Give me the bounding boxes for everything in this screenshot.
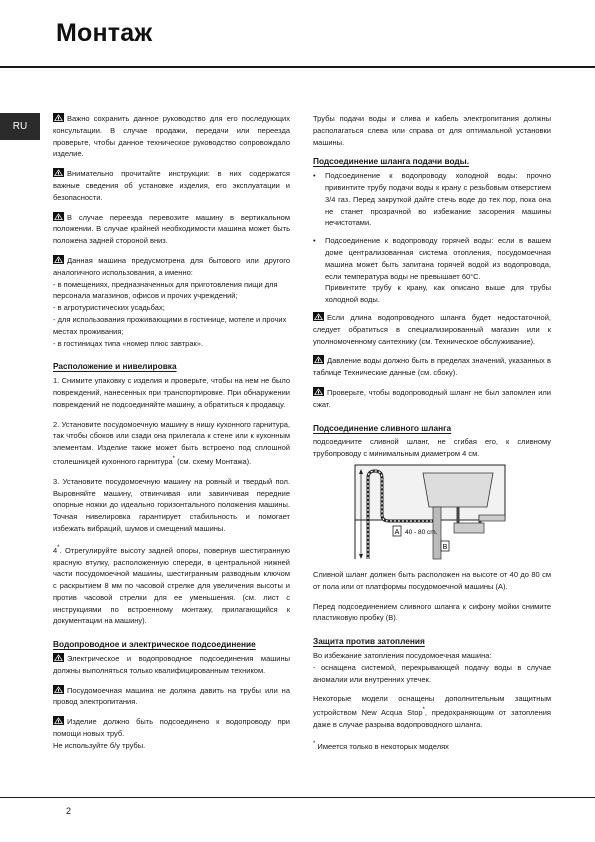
- diagram-height-label: 40 - 80 cm.: [405, 528, 438, 536]
- paragraph-read-instructions: [53, 168, 290, 203]
- footnote-marker: *: [422, 707, 425, 714]
- paragraph-drain-height: Сливной шланг должен быть расположен на высоте от 40 до 80 см от пола или от платформы посудомоечной машины (A).: [313, 569, 551, 591]
- section-heading-inlet: Подсоединение шланга подачи воды.: [313, 156, 470, 167]
- paragraph-text: 4: [53, 545, 58, 555]
- paragraph-text: , предохраняющим от затопления даже в случае разрыва водопроводного шланга.: [313, 708, 551, 729]
- paragraph-water-pressure: [313, 355, 551, 379]
- footnote-text: Имеется только в некоторых моделях: [315, 741, 449, 751]
- paragraph-text: В случае переезда перевозите машину в вертикальном положении. В случае крайней необходимости машина может быть положена задней стороной вниз.: [53, 212, 290, 246]
- warning-icon: [313, 387, 324, 396]
- warning-icon: [53, 168, 64, 177]
- paragraph-acqua-stop: [313, 693, 551, 730]
- paragraph-text: Если длина водопроводного шланга будет недостаточной, следует обратиться в специализированный магазин или к уполномоченному сантехнику (см. Техническое обслуживание).: [313, 312, 551, 346]
- paragraph-text: 2. Установите посудомоечную машину в нишу кухонного гарнитура, так чтобы сбоков или сзади она прилегала к стене или к кухонным элементам. Изделие также может быть встроено под сплошной столешницей кухонного гарнитура: [53, 419, 290, 466]
- left-column: [53, 113, 290, 752]
- footnote: [313, 739, 551, 753]
- list-item: - в помещениях, предназначенных для приготовления пищи для персонала магазинов, офисов и прочих учреждений;: [53, 279, 278, 301]
- paragraph-text: Подсоединение к водопроводу горячей воды: если в вашем доме централизованная система отопления, посудомоечная машина может быть запитана горячей водой из водопровода, если температура воды не превышает 60°C.: [325, 236, 551, 281]
- list-item: • Подсоединение к водопроводу холодной воды: прочно привинтите трубу подачи воды к крану с резьбовым отверстием 3/4 газ. Перед закруткой дайте стечь воде до тех пор, пока она не станет прозрачной во избежание засорения машины нечистотами.: [313, 170, 551, 229]
- section-heading-flood: Защита против затопления: [313, 636, 425, 647]
- language-tab: RU: [0, 113, 40, 140]
- paragraph-step-2: [53, 419, 290, 468]
- page-title: Монтаж: [56, 19, 153, 47]
- warning-icon: [53, 716, 64, 725]
- list-item: - в агротуристических усадьбах;: [53, 303, 165, 313]
- warning-icon: [313, 312, 324, 321]
- siphon-body: [454, 523, 484, 533]
- paragraph-text: Внимательно прочитайте инструкции: в них содержатся важные сведения об установке изделия, его эксплуатации и безопасности.: [53, 169, 290, 202]
- warning-icon: [53, 255, 64, 264]
- paragraph-text: Посудомоечная машина не должна давить на трубы или на провод электропитания.: [53, 685, 290, 707]
- paragraph-intended-use: [53, 255, 290, 279]
- paragraph-step-3: 3. Установите посудомоечную машину на ровный и твердый пол. Выровняйте машину, отвинчивая или завинчивая передние опорные ножки до идеально горизонтального положения машины. Точная нивелировка гарантирует стабильность и помогает избежать вибраций, шумов и смещений машины.: [53, 476, 290, 533]
- paragraph-transport: [53, 212, 290, 247]
- paragraph-text: Давление воды должно быть в пределах значений, указанных в таблице Технические данные (см. сбоку).: [313, 356, 551, 378]
- paragraph-text: Изделие должно быть подсоединено к водопроводу при помощи новых труб.: [53, 717, 290, 739]
- paragraph-text: Важно сохранить данное руководство для его последующих консультации. В случае продажи, передачи или переезда проверьте, чтобы данное техническое руководство сопровождало изделие.: [53, 114, 290, 159]
- warning-icon: [313, 355, 324, 364]
- paragraph-text: Данная машина предусмотрена для бытового или другого аналогичного использования, а именно:: [53, 255, 290, 277]
- warning-icon: [53, 212, 64, 221]
- paragraph-step-1: 1. Снимите упаковку с изделия и проверьте, чтобы на нем не было повреждений, нанесенных при транспортировке. При обнаружении повреждений не подсоединяйте машину, а обратиться к продавцу.: [53, 376, 290, 409]
- warning-icon: [53, 653, 64, 662]
- paragraph-drain-plug: Перед подсоединением сливного шланга к сифону мойки снимите пластиковую пробку (B).: [313, 601, 551, 623]
- paragraph-pipe-placement: Трубы подачи воды и слива и кабель электропитания должны располагаться слева или справа от для оптимальной установки машины.: [313, 114, 551, 147]
- paragraph-text: . Отрегулируйте высоту задней опоры, повернув шестигранную красную втулку, расположенную спереди, в центральной нижней части посудомоечной машины, шестигранным разводным ключом с раскрытием 8 мм по часовой стрелке для увеличения высоты и против часовой стрелки для ее уменьшения. (см. лист с инструкциями по встроенному монтажу, прилагающийся к документации на машину).: [53, 545, 290, 626]
- warning-icon: [53, 113, 64, 122]
- paragraph-hose-length: [313, 312, 551, 347]
- bottom-rule: [0, 797, 595, 798]
- paragraph-no-pressure: [53, 685, 290, 709]
- top-rule: [0, 66, 595, 68]
- paragraph-no-used-pipes: Не используйте б/у трубы.: [53, 740, 146, 750]
- footnote-marker: *: [313, 740, 316, 747]
- paragraph-qualified-technician: [53, 653, 290, 677]
- diagram-label-a: A: [394, 528, 400, 536]
- section-heading-drain: Подсоединение сливного шланга: [313, 422, 452, 433]
- section-heading-connection: Водопроводное и электрическое подсоединение: [53, 639, 256, 650]
- paragraph-text: Привинтите трубу к крану, как описано выше для трубы холодной воды.: [325, 283, 551, 305]
- right-column: [313, 113, 551, 752]
- paragraph-flood-intro: Во избежание затопления посудомоечная машина:: [313, 650, 492, 660]
- list-item: - в гостиницах типа «номер плюс завтрак».: [53, 338, 204, 348]
- diagram-label-b: B: [442, 543, 448, 551]
- paragraph-text: Проверьте, чтобы водопроводный шланг не был запомлен или сжат.: [313, 387, 551, 409]
- paragraph-new-pipes: [53, 716, 290, 740]
- list-item: [313, 235, 551, 306]
- paragraph-text: Электрическое и водопроводное подсоединения машины должны выполняться только квалифицированным техником.: [53, 654, 290, 675]
- paragraph-flood-system: - оснащена системой, перекрывающей подачу воды в случае аномалии или внутренних утечек.: [313, 662, 551, 684]
- page-number: 2: [66, 806, 72, 816]
- section-heading-position: Расположение и нивелировка: [53, 361, 177, 372]
- drain-hose-diagram: [313, 463, 513, 563]
- paragraph-drain-intro: подсоедините сливной шланг, не сгибая его, к сливному трубопроводу с минимальным диаметром 4 см.: [313, 437, 551, 459]
- warning-icon: [53, 685, 64, 694]
- list-item: - для использования проживающими в гостинице, мотеле и прочих местах проживания;: [53, 314, 287, 336]
- footnote-marker: *: [172, 455, 176, 462]
- paragraph-hose-check: [313, 387, 551, 411]
- paragraph-keep-manual: [53, 113, 290, 160]
- footnote-marker: *: [57, 544, 60, 551]
- paragraph-text: (см. схему Монтажа).: [175, 456, 252, 466]
- paragraph-step-4: [53, 543, 290, 628]
- paragraph-text: Некоторые модели оснащены дополнительным защитным устройством New Acqua Stop: [313, 694, 551, 718]
- inlet-list: [313, 170, 551, 306]
